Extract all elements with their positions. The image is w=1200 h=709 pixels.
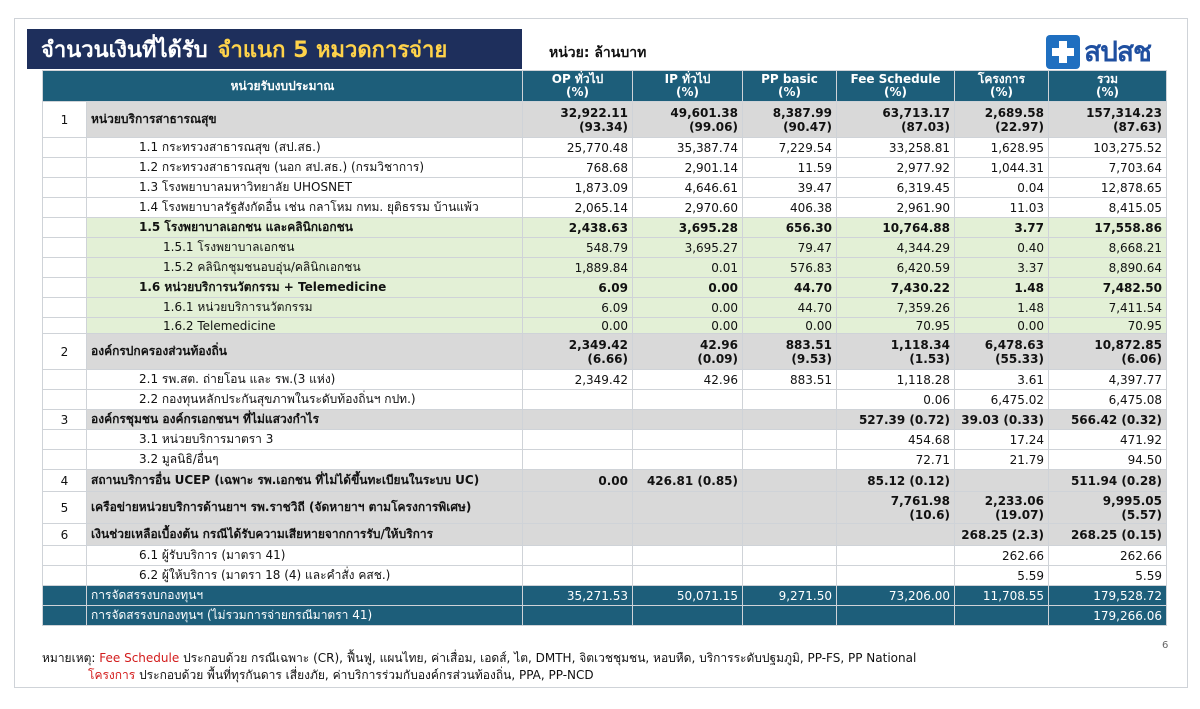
value-cell: 0.00 [955,318,1049,334]
header-row [43,71,1167,102]
value-cell [955,606,1049,626]
table-row [43,524,1167,546]
note-project-text: ประกอบด้วย พื้นที่ทุรกันดาร เสี่ยงภัย, ค่าบริการร่วมกับองค์กรส่วนท้องถิ่น, PPA, PP-NCD [139,668,594,682]
value-cell [523,102,633,138]
row-label: 1.1 กระทรวงสาธารณสุข (สป.สธ.) [87,138,523,158]
value-line: 1,118.34 [890,337,950,352]
value-cell [523,606,633,626]
row-index [43,546,87,566]
table-row [43,586,1167,606]
table-row [43,334,1167,370]
value-cell: 94.50 [1049,450,1167,470]
value-line: (1.53) [909,351,950,366]
row-label: 1.6 หน่วยบริการนวัตกรรม + Telemedicine [87,278,523,298]
value-cell [743,390,837,410]
value-line: (6.06) [1121,351,1162,366]
row-index [43,178,87,198]
table-row [43,238,1167,258]
value-line: 7,761.98 [890,493,950,508]
value-cell [523,334,633,370]
note-line-project [42,667,916,684]
row-index: 3 [43,410,87,430]
value-cell: 72.71 [837,450,955,470]
value-cell: 3.37 [955,258,1049,278]
value-cell [837,102,955,138]
cross-icon [1046,35,1080,69]
value-cell: 768.68 [523,158,633,178]
value-cell: 548.79 [523,238,633,258]
header-line-1: Fee Schedule [850,72,941,86]
row-index [43,450,87,470]
value-cell [837,492,955,524]
value-cell [633,524,743,546]
value-cell: 9,271.50 [743,586,837,606]
value-cell: 6,475.08 [1049,390,1167,410]
table-row [43,298,1167,318]
row-label: 3.1 หน่วยบริการมาตรา 3 [87,430,523,450]
row-index [43,138,87,158]
value-cell: 8,415.05 [1049,198,1167,218]
row-index: 6 [43,524,87,546]
value-cell [523,566,633,586]
value-cell: 2,349.42 [523,370,633,390]
row-label: 1.5.1 โรงพยาบาลเอกชน [87,238,523,258]
value-cell [523,410,633,430]
value-cell [837,566,955,586]
value-cell [1049,492,1167,524]
row-index [43,278,87,298]
value-cell [633,492,743,524]
value-cell [743,606,837,626]
value-cell: 262.66 [1049,546,1167,566]
value-line: 9,995.05 [1102,493,1162,508]
row-label: หน่วยบริการสาธารณสุข [87,102,523,138]
header-line-2: (%) [566,85,589,99]
logo-text: สปสช [1084,35,1151,68]
value-cell: 5.59 [1049,566,1167,586]
value-cell [837,334,955,370]
value-cell: 426.81 (0.85) [633,470,743,492]
row-index [43,258,87,278]
header-cell [43,71,523,102]
row-index [43,298,87,318]
value-cell [523,524,633,546]
row-index: 1 [43,102,87,138]
value-line: (9.53) [791,351,832,366]
value-cell [523,546,633,566]
table-row [43,450,1167,470]
value-cell [633,390,743,410]
value-cell: 7,411.54 [1049,298,1167,318]
value-cell: 8,890.64 [1049,258,1167,278]
value-cell: 42.96 [633,370,743,390]
table-body [43,102,1167,626]
value-line: 157,314.23 [1086,105,1162,120]
note-fee-label: Fee Schedule [99,651,180,665]
value-cell [633,566,743,586]
row-label: การจัดสรรงบกองทุนฯ (ไม่รวมการจ่ายกรณีมาตรา 41) [87,606,523,626]
value-cell [633,546,743,566]
value-line: 8,387.99 [772,105,832,120]
table-row [43,278,1167,298]
value-cell [837,546,955,566]
value-line: 10,872.85 [1094,337,1162,352]
value-cell: 35,387.74 [633,138,743,158]
value-cell [523,450,633,470]
slide-title [27,29,522,69]
value-cell: 262.66 [955,546,1049,566]
title-highlight: จำแนก 5 หมวดการจ่าย [217,37,448,63]
value-cell: 70.95 [837,318,955,334]
value-cell: 1,118.28 [837,370,955,390]
value-cell: 39.03 (0.33) [955,410,1049,430]
value-cell: 0.01 [633,258,743,278]
row-label: 1.4 โรงพยาบาลรัฐสังกัดอื่น เช่น กลาโหม กทม. ยุติธรรม บ้านแพ้ว [87,198,523,218]
value-cell: 4,646.61 [633,178,743,198]
value-cell: 79.47 [743,238,837,258]
value-cell: 0.40 [955,238,1049,258]
table-row [43,218,1167,238]
value-cell: 406.38 [743,198,837,218]
value-cell: 0.00 [523,470,633,492]
value-line: (6.66) [587,351,628,366]
value-cell: 0.06 [837,390,955,410]
value-cell [743,102,837,138]
value-cell: 2,961.90 [837,198,955,218]
value-cell: 3,695.27 [633,238,743,258]
value-cell [633,410,743,430]
value-line: 2,349.42 [568,337,628,352]
value-cell [837,524,955,546]
value-cell [743,566,837,586]
row-label: สถานบริการอื่น UCEP (เฉพาะ รพ.เอกชน ที่ไม่ได้ขึ้นทะเบียนในระบบ UC) [87,470,523,492]
value-cell: 44.70 [743,278,837,298]
value-cell [743,334,837,370]
value-cell: 1,044.31 [955,158,1049,178]
row-index [43,566,87,586]
header-cell [743,71,837,102]
note-project-label: โครงการ [88,668,136,682]
value-cell: 7,482.50 [1049,278,1167,298]
value-cell: 17,558.86 [1049,218,1167,238]
value-cell: 7,703.64 [1049,158,1167,178]
table-row [43,318,1167,334]
value-cell: 1.48 [955,298,1049,318]
value-line: 63,713.17 [882,105,950,120]
header-line-2: (%) [990,85,1013,99]
value-cell: 6.09 [523,298,633,318]
value-cell: 10,764.88 [837,218,955,238]
table-row [43,606,1167,626]
value-line: 49,601.38 [670,105,738,120]
value-cell: 0.00 [633,318,743,334]
table-row [43,430,1167,450]
value-cell: 4,397.77 [1049,370,1167,390]
table-row [43,390,1167,410]
nhso-logo [1046,33,1174,71]
value-cell: 39.47 [743,178,837,198]
value-cell [633,606,743,626]
row-label: องค์กรปกครองส่วนท้องถิ่น [87,334,523,370]
value-cell: 268.25 (2.3) [955,524,1049,546]
note-prefix: หมายเหตุ: [42,651,96,665]
value-cell: 527.39 (0.72) [837,410,955,430]
row-label: เงินช่วยเหลือเบื้องต้น กรณีได้รับความเสียหายจากการรับ/ให้บริการ [87,524,523,546]
value-cell: 5.59 [955,566,1049,586]
value-cell: 2,901.14 [633,158,743,178]
value-line: (10.6) [909,507,950,522]
note-line-fee [42,650,916,667]
value-cell: 7,229.54 [743,138,837,158]
budget-table [42,70,1167,626]
value-cell [743,492,837,524]
value-cell: 2,977.92 [837,158,955,178]
value-line: (55.33) [995,351,1044,366]
title-main: จำนวนเงินที่ได้รับ [41,37,208,63]
value-cell: 35,271.53 [523,586,633,606]
header-line-1: หน่วยรับงบประมาณ [230,78,335,93]
value-line: 42.96 [700,337,738,352]
value-cell [955,102,1049,138]
value-cell: 17.24 [955,430,1049,450]
value-line: (22.97) [995,119,1044,134]
value-cell [955,492,1049,524]
value-cell: 0.00 [633,278,743,298]
value-cell [633,450,743,470]
header-line-2: (%) [676,85,699,99]
value-cell: 8,668.21 [1049,238,1167,258]
value-cell: 454.68 [837,430,955,450]
value-cell: 179,266.06 [1049,606,1167,626]
value-cell: 1.48 [955,278,1049,298]
value-line: 2,689.58 [984,105,1044,120]
value-cell [1049,334,1167,370]
value-cell: 268.25 (0.15) [1049,524,1167,546]
value-cell: 6,319.45 [837,178,955,198]
note-fee-text: ประกอบด้วย กรณีเฉพาะ (CR), ฟื้นฟู, แผนไทย, ค่าเสื่อม, เอดส์, ไต, DMTH, จิตเวชชุมชน, หอบหืด, บริการระดับปฐมภูมิ, PP-FS, PP National [183,651,917,665]
value-line: (19.07) [995,507,1044,522]
row-index [43,586,87,606]
value-cell: 7,430.22 [837,278,955,298]
value-cell: 85.12 (0.12) [837,470,955,492]
value-cell: 0.00 [523,318,633,334]
value-line: (99.06) [689,119,738,134]
value-cell: 511.94 (0.28) [1049,470,1167,492]
row-index [43,218,87,238]
value-cell: 1,873.09 [523,178,633,198]
value-line: 32,922.11 [560,105,628,120]
value-cell: 179,528.72 [1049,586,1167,606]
value-cell [955,470,1049,492]
value-cell: 6,420.59 [837,258,955,278]
value-line: 883.51 [785,337,832,352]
value-line: 6,478.63 [984,337,1044,352]
value-cell [1049,102,1167,138]
value-cell: 656.30 [743,218,837,238]
row-label: 1.5 โรงพยาบาลเอกชน และคลินิกเอกชน [87,218,523,238]
value-cell: 2,065.14 [523,198,633,218]
row-index: 4 [43,470,87,492]
row-label: 3.2 มูลนิธิ/อื่นๆ [87,450,523,470]
value-line: (87.03) [901,119,950,134]
value-cell [633,102,743,138]
value-cell [743,546,837,566]
header-line-2: (%) [884,85,907,99]
header-line-1: รวม [1096,72,1119,86]
row-label: 6.1 ผู้รับบริการ (มาตรา 41) [87,546,523,566]
row-label: 1.5.2 คลินิกชุมชนอบอุ่น/คลินิกเอกชน [87,258,523,278]
header-line-1: PP basic [761,72,818,86]
header-line-1: โครงการ [977,72,1026,86]
row-index [43,198,87,218]
table-row [43,198,1167,218]
row-label: เครือข่ายหน่วยบริการด้านยาฯ รพ.ราชวิถี (จัดหายาฯ ตามโครงการพิเศษ) [87,492,523,524]
row-label: 2.2 กองทุนหลักประกันสุขภาพในระดับท้องถิ่นฯ กปท.) [87,390,523,410]
value-cell: 576.83 [743,258,837,278]
value-cell: 4,344.29 [837,238,955,258]
value-cell: 50,071.15 [633,586,743,606]
value-cell [837,606,955,626]
header-cell [523,71,633,102]
value-cell: 3.61 [955,370,1049,390]
value-cell: 883.51 [743,370,837,390]
value-cell: 12,878.65 [1049,178,1167,198]
value-cell: 33,258.81 [837,138,955,158]
value-line: (5.57) [1121,507,1162,522]
value-cell [523,390,633,410]
table-row [43,102,1167,138]
value-cell: 73,206.00 [837,586,955,606]
value-cell: 6.09 [523,278,633,298]
page-number: 6 [1162,640,1169,651]
value-cell: 1,889.84 [523,258,633,278]
footnotes [42,650,916,684]
table-row [43,566,1167,586]
unit-label: หน่วย: ล้านบาท [549,45,647,61]
table-row [43,470,1167,492]
value-cell [743,524,837,546]
header-cell [955,71,1049,102]
value-cell: 44.70 [743,298,837,318]
value-cell: 3.77 [955,218,1049,238]
value-line: 2,233.06 [984,493,1044,508]
value-cell [743,430,837,450]
value-line: (0.09) [697,351,738,366]
header-line-2: (%) [1096,85,1119,99]
value-line: (87.63) [1113,119,1162,134]
value-cell: 11,708.55 [955,586,1049,606]
value-cell: 2,438.63 [523,218,633,238]
table-header [43,71,1167,102]
row-label: 6.2 ผู้ให้บริการ (มาตรา 18 (4) และคำสั่ง คสช.) [87,566,523,586]
value-cell: 11.03 [955,198,1049,218]
value-cell: 471.92 [1049,430,1167,450]
value-cell: 3,695.28 [633,218,743,238]
table-row [43,370,1167,390]
table-row [43,258,1167,278]
row-index [43,370,87,390]
value-cell: 103,275.52 [1049,138,1167,158]
value-line: (90.47) [783,119,832,134]
table-row [43,178,1167,198]
row-index [43,430,87,450]
row-index: 2 [43,334,87,370]
row-label: 1.3 โรงพยาบาลมหาวิทยาลัย UHOSNET [87,178,523,198]
row-index [43,318,87,334]
value-cell [743,450,837,470]
value-cell: 2,970.60 [633,198,743,218]
value-cell: 6,475.02 [955,390,1049,410]
header-line-2: (%) [778,85,801,99]
value-cell: 11.59 [743,158,837,178]
table-row [43,138,1167,158]
table-row [43,492,1167,524]
table-row [43,546,1167,566]
value-cell: 0.04 [955,178,1049,198]
value-cell [633,334,743,370]
value-cell: 0.00 [743,318,837,334]
value-cell: 0.00 [633,298,743,318]
value-line: (93.34) [579,119,628,134]
value-cell: 25,770.48 [523,138,633,158]
value-cell: 566.42 (0.32) [1049,410,1167,430]
row-label: องค์กรชุมชน องค์กรเอกชนฯ ที่ไม่แสวงกำไร [87,410,523,430]
header-line-1: IP ทั่วไป [664,72,711,86]
row-index [43,158,87,178]
header-cell [837,71,955,102]
row-index: 5 [43,492,87,524]
value-cell: 7,359.26 [837,298,955,318]
header-cell [633,71,743,102]
header-cell [1049,71,1167,102]
table-row [43,158,1167,178]
row-label: 1.2 กระทรวงสาธารณสุข (นอก สป.สธ.) (กรมวิชาการ) [87,158,523,178]
value-cell [523,430,633,450]
value-cell [743,470,837,492]
row-label: 1.6.2 Telemedicine [87,318,523,334]
value-cell [955,334,1049,370]
value-cell [523,492,633,524]
row-index [43,606,87,626]
row-index [43,390,87,410]
header-line-1: OP ทั่วไป [551,72,604,86]
row-label: การจัดสรรงบกองทุนฯ [87,586,523,606]
row-label: 2.1 รพ.สต. ถ่ายโอน และ รพ.(3 แห่ง) [87,370,523,390]
table-row [43,410,1167,430]
row-label: 1.6.1 หน่วยบริการนวัตกรรม [87,298,523,318]
value-cell: 70.95 [1049,318,1167,334]
value-cell [633,430,743,450]
value-cell: 21.79 [955,450,1049,470]
value-cell: 1,628.95 [955,138,1049,158]
value-cell [743,410,837,430]
row-index [43,238,87,258]
